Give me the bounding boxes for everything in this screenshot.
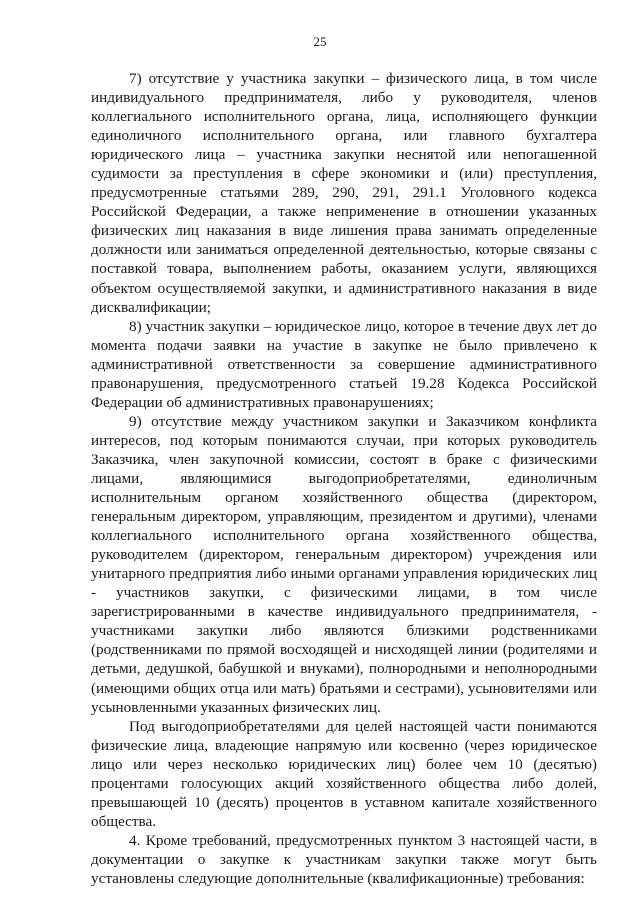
paragraph-section-4: 4. Кроме требований, предусмотренных пунктом 3 настоящей части, в документации о закупке к участникам закупки также могут быть установлены следующие дополнительные (квалификационные) требования: [91,831,597,887]
page-number: 25 [313,34,327,49]
paragraph-beneficiaries-definition: Под выгодоприобретателями для целей настоящей части понимаются физические лица, владеющие напрямую или косвенно (через юридическое лицо или через несколько юридических лиц) более чем 10 (десятью) процентами голосующих акций хозяйственного общества либо долей, превышающей 10 (десять) процентов в уставном капитале хозяйственного общества. [91,717,597,830]
document-body [91,69,597,888]
paragraph-item-8: 8) участник закупки – юридическое лицо, которое в течение двух лет до момента подачи заявки на участие в закупке не было привлечено к административной ответственности за совершение административного правонарушения, предусмотренного статьей 19.28 Кодекса Российской Федерации об административных правонарушениях; [91,317,597,411]
paragraph-item-7: 7) отсутствие у участника закупки – физического лица, в том числе индивидуального предпринимателя, либо у руководителя, членов коллегиального исполнительного органа, лица, исполняющего функции единоличного исполнительного органа, или главного бухгалтера юридического лица – участника закупки неснятой или непогашенной судимости за преступления в сфере экономики и (или) преступления, предусмотренные статьями 289, 290, 291, 291.1 Уголовного кодекса Российской Федерации, а также неприменение в отношении указанных физических лиц наказания в виде лишения права занимать определенные должности или заниматься определенной деятельностью, которые связаны с поставкой товара, выполнением работы, оказанием услуги, являющихся объектом осуществляемой закупки, и административного наказания в виде дисквалификации; [91,70,597,316]
paragraph-item-9: 9) отсутствие между участником закупки и Заказчиком конфликта интересов, под которым понимаются случаи, при которых руководитель Заказчика, член закупочной комиссии, состоят в браке с физическими лицами, являющимися выгодоприобретателями, единоличным исполнительным органом хозяйственного общества (директором, генеральным директором, управляющим, президентом и другими), членами коллегиального исполнительного органа хозяйственного общества, руководителем (директором, генеральным директором) учреждения или унитарного предприятия либо иными органами управления юридических лиц - участников закупки, с физическими лицами, в том числе зарегистрированными в качестве индивидуального предпринимателя, - участниками закупки либо являются близкими родственниками (родственниками по прямой восходящей и нисходящей линии (родителями и детьми, дедушкой, бабушкой и внуками), полнородными и неполнородными (имеющими общих отца или мать) братьями и сестрами), усыновителями или усыновленными указанных физических лиц. [91,412,597,716]
